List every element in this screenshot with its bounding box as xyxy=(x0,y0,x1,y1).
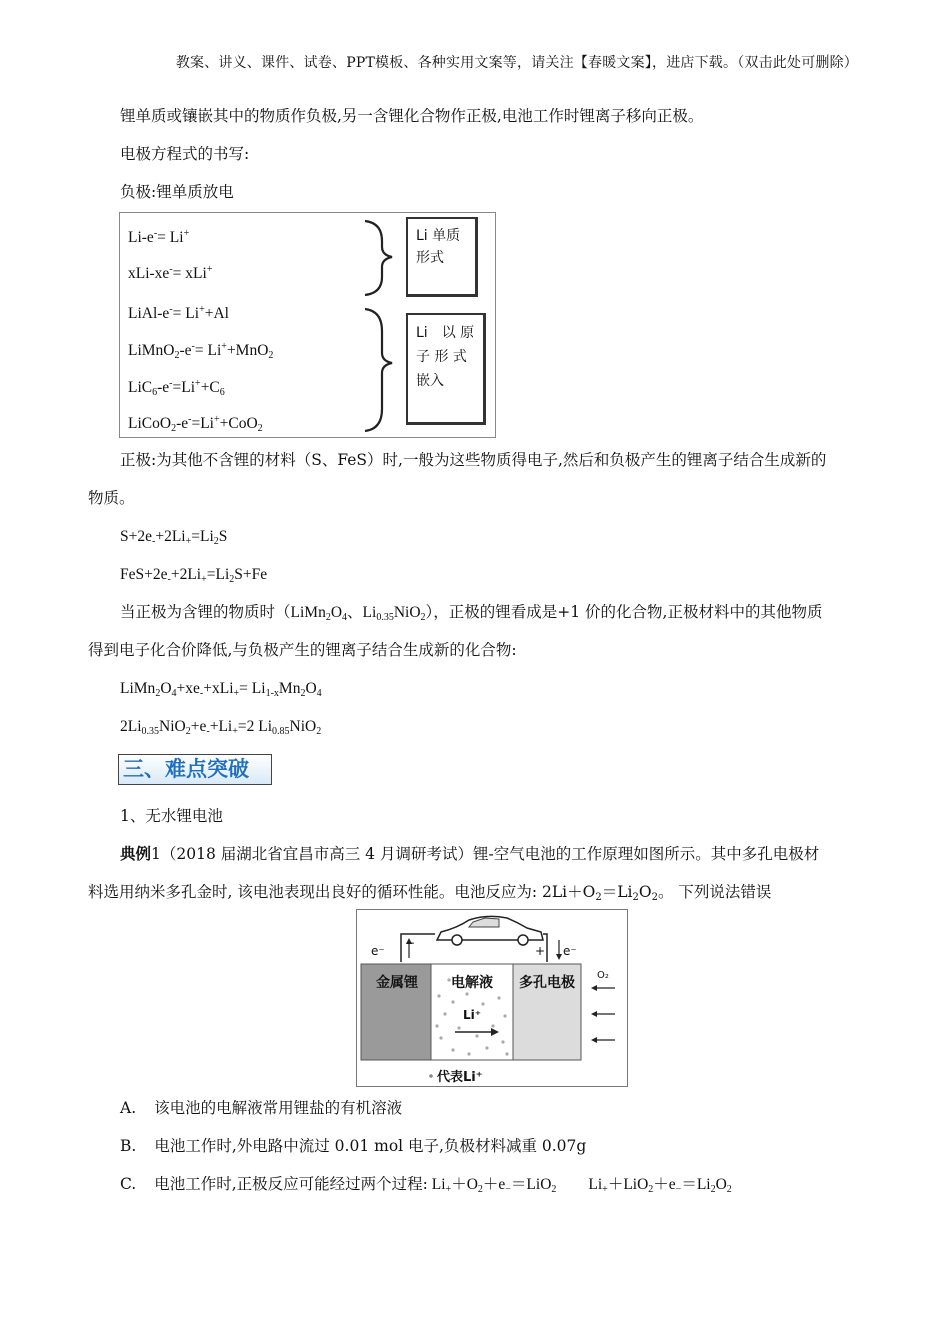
label-metal-lithium: 金属锂 xyxy=(376,975,418,991)
option-c xyxy=(120,1174,732,1195)
equation-heading: 电极方程式的书写: xyxy=(120,145,250,163)
plus-sign: + xyxy=(535,944,546,958)
battery-diagram xyxy=(356,909,628,1087)
battery-drawing xyxy=(357,910,627,1086)
car-icon xyxy=(437,916,543,945)
diagram-caption: 代表Li⁺ xyxy=(437,1070,483,1085)
electron-right: e⁻ xyxy=(563,944,577,958)
electron-left: e⁻ xyxy=(371,944,385,958)
tag1-line2: 形式 xyxy=(416,250,444,266)
eq-lial: LiAl-e-= Li++Al xyxy=(128,304,229,322)
example-text1: 1（2018 届湖北省宜昌市高三 4 月调研考试）锂-空气电池的工作原理如图所示。其中多孔电极材 xyxy=(151,845,820,863)
li-para-line1: 当正极为含锂的物质时（$LiMn_2O_4$、$Li_{0.35}NiO_2$），正极的锂看成是+1 价的化合物,正极材料中的其他物质 xyxy=(120,603,823,623)
positive-para-line2: 物质。 xyxy=(88,489,135,507)
option-b-text: 电池工作时,外电路中流过 0.01 mol 电子,负极材料减重 0.07g xyxy=(154,1137,587,1155)
tag1-line1: Li 单质 xyxy=(416,228,461,244)
option-c-text: 电池工作时,正极反应可能经过两个过程: xyxy=(154,1175,428,1193)
option-c-eq1: $Li_++O_2+e_-=LiO_2$ xyxy=(427,1176,557,1195)
eq-xli: xLi-xe-= xLi+ xyxy=(128,264,213,282)
tag2-line1: Li 以 原 xyxy=(416,325,475,341)
tag-li-embedded xyxy=(406,313,486,425)
label-porous-electrode: 多孔电极 xyxy=(519,975,575,991)
positive-para-line1: 正极:为其他不含锂的材料（S、FeS）时,一般为这些物质得电子,然后和负极产生的锂离子结合生成新的 xyxy=(120,451,827,469)
option-a-text: 该电池的电解液常用锂盐的有机溶液 xyxy=(154,1099,403,1117)
section-title: 三、难点突破 xyxy=(118,754,272,785)
tag2-line2: 子 形 式 xyxy=(416,349,467,365)
eq-linio2: $2Li_{0.35}NiO_2+e_-+Li_+=2$ $Li_{0.85}NiO_2$ xyxy=(120,718,322,737)
example-text2b: ＝Li xyxy=(601,883,633,901)
page-header: 教案、讲义、课件、试卷、PPT模板、各种实用文案等，请关注【春暖文案】，进店下载。（双击此处可删除） xyxy=(175,55,858,71)
example-line1 xyxy=(120,844,819,864)
eq-licoo2: LiCoO$_2$-e-=Li++CoO$_2$ xyxy=(128,414,263,434)
eq-fes: $FeS+2e_-+2Li_+=Li_2S+Fe$ xyxy=(120,566,268,585)
eq-limn2o4: $LiMn_2O_4+xe_-+xLi_+= Li_{1-x}Mn_2O_4$ xyxy=(120,680,322,699)
sub-title: 1、无水锂电池 xyxy=(120,807,223,825)
eq-lic6: $LiC_6-e^-=Li^++C_6$ xyxy=(128,378,225,398)
option-a xyxy=(120,1098,402,1118)
example-text2c: 。 下列说法错误 xyxy=(657,883,772,901)
eq-limno2: LiMnO$_2$-e-= Li++MnO$_2$ xyxy=(128,341,274,361)
option-b-label: B. xyxy=(120,1137,137,1155)
example-label: 典例 xyxy=(120,844,152,863)
option-b xyxy=(120,1136,586,1156)
minus-sign: − xyxy=(405,936,416,950)
example-line2: 料选用纳米多孔金时, 该电池表现出良好的循环性能。电池反应为: $2Li+O_2=Li_2O_2$。 下列说法错误 xyxy=(88,883,772,903)
option-c-label: C. xyxy=(120,1175,137,1193)
option-c-eq2: $Li_++LiO_2+e_-=Li_2O_2$ xyxy=(588,1176,732,1195)
negative-heading: 负极:锂单质放电 xyxy=(120,183,234,201)
label-o2: O₂ xyxy=(597,970,609,981)
eq-li: Li-e-= Li+ xyxy=(128,228,190,246)
negative-electrode-box xyxy=(119,212,496,438)
li-para-line2: 得到电子化合价降低,与负极产生的锂离子结合生成新的化合物: xyxy=(88,641,517,659)
tag-li-element xyxy=(406,217,478,297)
label-electrolyte: 电解液 xyxy=(451,975,493,991)
option-a-label: A. xyxy=(120,1099,137,1117)
tag2-line3: 嵌入 xyxy=(416,373,444,389)
li-para-prefix: 当正极为含锂的物质时（ xyxy=(120,603,291,621)
eq-s: $S+2e_-+2Li_+=Li_2S$ xyxy=(120,528,228,547)
example-text2a: 料选用纳米多孔金时, 该电池表现出良好的循环性能。电池反应为: 2Li＋O xyxy=(88,883,596,901)
li-para-rest: ，正极的锂看成是+1 价的化合物,正极材料中的其他物质 xyxy=(433,603,823,621)
label-li-ion: Li⁺ xyxy=(463,1008,482,1022)
intro-text: 锂单质或镶嵌其中的物质作负极,另一含锂化合物作正极,电池工作时锂离子移向正极。 xyxy=(120,107,704,125)
